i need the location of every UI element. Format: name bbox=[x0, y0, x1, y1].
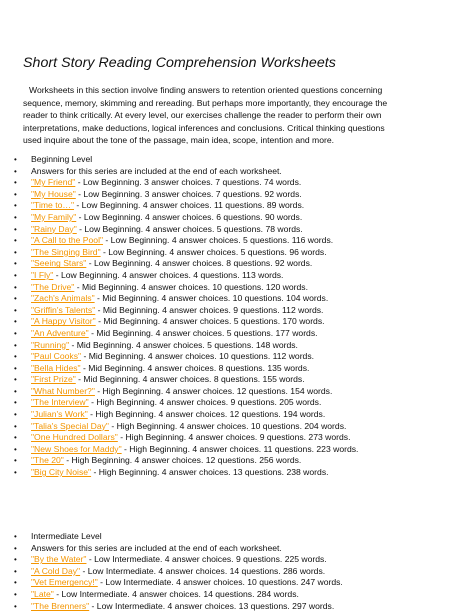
beginning-level-list bbox=[11, 154, 466, 479]
worksheet-description: - High Beginning. 4 answer choices. 10 questions. 204 words. bbox=[108, 420, 347, 431]
worksheet-item bbox=[11, 224, 466, 236]
worksheet-link[interactable]: "Zach's Animals" bbox=[31, 293, 95, 304]
worksheet-item bbox=[11, 270, 466, 282]
bullet-icon: • bbox=[14, 201, 17, 211]
worksheet-link[interactable]: "Big City Noise" bbox=[31, 467, 92, 478]
intro-line: used inquire about the tone of the passage, main idea, scope, intention and more. bbox=[23, 135, 335, 146]
worksheet-link[interactable]: "My Family" bbox=[31, 211, 77, 222]
worksheet-item bbox=[11, 467, 466, 479]
worksheet-item bbox=[11, 432, 466, 444]
worksheet-link[interactable]: "Talia's Special Day" bbox=[31, 420, 109, 431]
worksheet-item bbox=[11, 189, 466, 201]
bullet-icon: • bbox=[14, 294, 17, 304]
worksheet-link[interactable]: "Seeing Stars" bbox=[31, 258, 87, 269]
bullet-icon: • bbox=[14, 398, 17, 408]
worksheet-item bbox=[11, 554, 466, 566]
bullet-icon: • bbox=[14, 282, 17, 292]
worksheet-item bbox=[11, 282, 466, 294]
bullet-icon: • bbox=[14, 328, 17, 338]
worksheet-link[interactable]: "Late" bbox=[31, 588, 54, 599]
worksheet-description: - Low Beginning. 4 answer choices. 11 questions. 89 words. bbox=[74, 200, 305, 211]
worksheet-description: - Mid Beginning. 4 answer choices. 8 questions. 135 words. bbox=[80, 362, 310, 373]
bullet-icon: • bbox=[14, 543, 17, 553]
intro-line: Worksheets in this section involve finding answers to retention oriented questions concerning bbox=[29, 85, 383, 95]
bullet-icon: • bbox=[14, 456, 17, 466]
worksheet-item bbox=[11, 235, 466, 247]
worksheet-description: - Low Intermediate. 4 answer choices. 10 questions. 247 words. bbox=[97, 577, 343, 588]
answers-note-text: Answers for this series are included at the end of each worksheet. bbox=[31, 165, 282, 176]
worksheet-description: - Low Beginning. 4 answer choices. 8 questions. 92 words. bbox=[86, 258, 313, 269]
worksheet-link[interactable]: "Running" bbox=[31, 339, 70, 350]
worksheet-description: - High Beginning. 4 answer choices. 11 questions. 223 words. bbox=[121, 443, 359, 454]
page-title: Short Story Reading Comprehension Worksheets bbox=[23, 55, 336, 71]
worksheet-link[interactable]: "Julian's Work" bbox=[31, 409, 88, 420]
intro-line: sequence, memory, skimming and rereading. But perhaps more importantly, they encourage the bbox=[23, 97, 388, 108]
worksheet-item bbox=[11, 397, 466, 409]
worksheet-item bbox=[11, 444, 466, 456]
worksheet-item bbox=[11, 386, 466, 398]
worksheet-description: - Low Beginning. 4 answer choices. 6 questions. 90 words. bbox=[76, 211, 303, 222]
bullet-icon: • bbox=[14, 236, 17, 246]
answers-note bbox=[11, 543, 466, 555]
worksheet-description: - Low Beginning. 3 answer choices. 7 questions. 74 words. bbox=[75, 177, 302, 188]
worksheet-item bbox=[11, 601, 466, 613]
bullet-icon: • bbox=[14, 410, 17, 420]
worksheet-description: - Low Beginning. 4 answer choices. 4 questions. 113 words. bbox=[53, 269, 284, 280]
worksheet-item bbox=[11, 258, 466, 270]
worksheet-description: - High Beginning. 4 answer choices. 9 questions. 205 words. bbox=[88, 397, 322, 408]
worksheet-description: - High Beginning. 4 answer choices. 9 questions. 273 words. bbox=[117, 432, 351, 443]
worksheet-description: - Mid Beginning. 4 answer choices. 5 questions. 177 words. bbox=[88, 327, 318, 338]
level-heading bbox=[11, 531, 466, 543]
worksheet-link[interactable]: "Griffin's Talents" bbox=[31, 304, 96, 315]
bullet-icon: • bbox=[14, 468, 17, 478]
bullet-icon: • bbox=[14, 386, 17, 396]
bullet-icon: • bbox=[14, 566, 17, 576]
worksheet-description: - Mid Beginning. 4 answer choices. 5 questions. 170 words. bbox=[95, 316, 325, 327]
bullet-icon: • bbox=[14, 224, 17, 234]
bullet-icon: • bbox=[14, 155, 17, 164]
worksheet-item bbox=[11, 200, 466, 212]
worksheet-link[interactable]: "A Cold Day" bbox=[31, 565, 81, 576]
bullet-icon: • bbox=[14, 444, 17, 454]
worksheet-link[interactable]: "My Friend" bbox=[31, 177, 76, 188]
worksheet-item bbox=[11, 374, 466, 386]
worksheet-description: - Mid Beginning. 4 answer choices. 10 questions. 112 words. bbox=[81, 351, 315, 362]
worksheet-item bbox=[11, 305, 466, 317]
worksheet-item bbox=[11, 247, 466, 259]
worksheet-link[interactable]: "A Call to the Pool" bbox=[31, 235, 104, 246]
level-heading bbox=[11, 154, 466, 166]
worksheet-link[interactable]: "The Interview" bbox=[31, 397, 89, 408]
bullet-icon: • bbox=[14, 555, 17, 565]
worksheet-description: - Mid Beginning. 4 answer choices. 10 questions. 104 words. bbox=[94, 293, 329, 304]
bullet-icon: • bbox=[14, 212, 17, 222]
intermediate-level-list bbox=[11, 531, 466, 612]
level-heading-text: Intermediate Level bbox=[31, 531, 102, 541]
bullet-icon: • bbox=[14, 247, 17, 257]
worksheet-description: - Mid Beginning. 4 answer choices. 10 questions. 120 words. bbox=[74, 281, 308, 292]
worksheet-description: - Mid Beginning. 4 answer choices. 8 questions. 155 words. bbox=[75, 374, 305, 385]
level-heading-text: Beginning Level bbox=[31, 154, 93, 164]
bullet-icon: • bbox=[14, 317, 17, 327]
worksheet-description: - Low Beginning. 3 answer choices. 7 questions. 92 words. bbox=[75, 188, 302, 199]
worksheet-link[interactable]: "First Prize" bbox=[31, 374, 76, 385]
answers-note-text: Answers for this series are included at the end of each worksheet. bbox=[31, 542, 282, 553]
worksheet-item bbox=[11, 340, 466, 352]
worksheet-link[interactable]: "New Shoes for Maddy" bbox=[31, 443, 122, 454]
bullet-icon: • bbox=[14, 189, 17, 199]
bullet-icon: • bbox=[14, 178, 17, 188]
intro-line: reader to think critically. At every level, our exercises challenge the reader to perform their own bbox=[23, 110, 382, 121]
worksheet-item bbox=[11, 328, 466, 340]
answers-note bbox=[11, 166, 466, 178]
worksheet-description: - Mid Beginning. 4 answer choices. 9 questions. 112 words. bbox=[95, 304, 324, 315]
bullet-icon: • bbox=[14, 421, 17, 431]
worksheet-description: - Low Beginning. 4 answer choices. 5 questions. 96 words. bbox=[100, 246, 327, 257]
bullet-icon: • bbox=[14, 305, 17, 315]
bullet-icon: • bbox=[14, 578, 17, 588]
worksheet-link[interactable]: "I Fly" bbox=[31, 269, 54, 280]
worksheet-link[interactable]: "An Adventure" bbox=[31, 327, 89, 338]
worksheet-link[interactable]: "By the Water" bbox=[31, 554, 87, 565]
worksheet-description: - Low Intermediate. 4 answer choices. 14 questions. 286 words. bbox=[80, 565, 326, 576]
bullet-icon: • bbox=[14, 433, 17, 443]
worksheet-description: - High Beginning. 4 answer choices. 12 questions. 154 words. bbox=[94, 385, 333, 396]
bullet-icon: • bbox=[14, 340, 17, 350]
worksheet-link[interactable]: "The Drive" bbox=[31, 281, 75, 292]
worksheet-item bbox=[11, 589, 466, 601]
worksheet-item bbox=[11, 409, 466, 421]
worksheet-description: - Low Intermediate. 4 answer choices. 13 questions. 297 words. bbox=[89, 600, 335, 611]
worksheet-description: - Mid Beginning. 4 answer choices. 5 questions. 148 words. bbox=[69, 339, 298, 350]
worksheet-item bbox=[11, 455, 466, 467]
worksheet-description: - High Beginning. 4 answer choices. 12 questions. 256 words. bbox=[63, 455, 302, 466]
worksheet-item bbox=[11, 316, 466, 328]
worksheet-link[interactable]: "The Singing Bird" bbox=[31, 246, 101, 257]
worksheet-link[interactable]: "Rainy Day" bbox=[31, 223, 77, 234]
worksheet-item bbox=[11, 566, 466, 578]
intro-line: interpretations, make deductions, logical inferences and conclusions. Critical thinking questions bbox=[23, 122, 385, 133]
worksheet-link[interactable]: "One Hundred Dollars" bbox=[31, 432, 118, 443]
bullet-icon: • bbox=[14, 375, 17, 385]
worksheet-description: - Low Intermediate. 4 answer choices. 14 questions. 284 words. bbox=[53, 588, 299, 599]
worksheet-link[interactable]: "The 20" bbox=[31, 455, 64, 466]
bullet-icon: • bbox=[14, 363, 17, 373]
worksheet-description: - Low Beginning. 4 answer choices. 5 questions. 116 words. bbox=[103, 235, 334, 246]
worksheet-item bbox=[11, 351, 466, 363]
worksheet-item bbox=[11, 577, 466, 589]
bullet-icon: • bbox=[14, 532, 17, 541]
worksheet-description: - High Beginning. 4 answer choices. 12 questions. 194 words. bbox=[87, 409, 326, 420]
worksheet-link[interactable]: "The Brenners" bbox=[31, 600, 90, 611]
worksheet-link[interactable]: "Time to…" bbox=[31, 200, 75, 211]
bullet-icon: • bbox=[14, 259, 17, 269]
worksheet-link[interactable]: "Vet Emergency!" bbox=[31, 577, 98, 588]
worksheet-link[interactable]: "What Number?" bbox=[31, 385, 95, 396]
worksheet-item bbox=[11, 421, 466, 433]
worksheet-description: - High Beginning. 4 answer choices. 13 questions. 238 words. bbox=[91, 467, 329, 478]
bullet-icon: • bbox=[14, 601, 17, 611]
worksheet-link[interactable]: "A Happy Visitor" bbox=[31, 316, 96, 327]
worksheet-item bbox=[11, 212, 466, 224]
worksheet-description: - Low Beginning. 4 answer choices. 5 questions. 78 words. bbox=[76, 223, 303, 234]
worksheet-item bbox=[11, 177, 466, 189]
worksheet-item bbox=[11, 363, 466, 375]
worksheet-link[interactable]: "Paul Cooks" bbox=[31, 351, 82, 362]
worksheet-item bbox=[11, 293, 466, 305]
worksheet-link[interactable]: "My House" bbox=[31, 188, 76, 199]
bullet-icon: • bbox=[14, 166, 17, 176]
worksheet-description: - Low Intermediate. 4 answer choices. 9 questions. 225 words. bbox=[86, 554, 327, 565]
bullet-icon: • bbox=[14, 270, 17, 280]
bullet-icon: • bbox=[14, 589, 17, 599]
worksheet-link[interactable]: "Bella Hides" bbox=[31, 362, 81, 373]
bullet-icon: • bbox=[14, 352, 17, 362]
intro-paragraph bbox=[23, 84, 453, 147]
